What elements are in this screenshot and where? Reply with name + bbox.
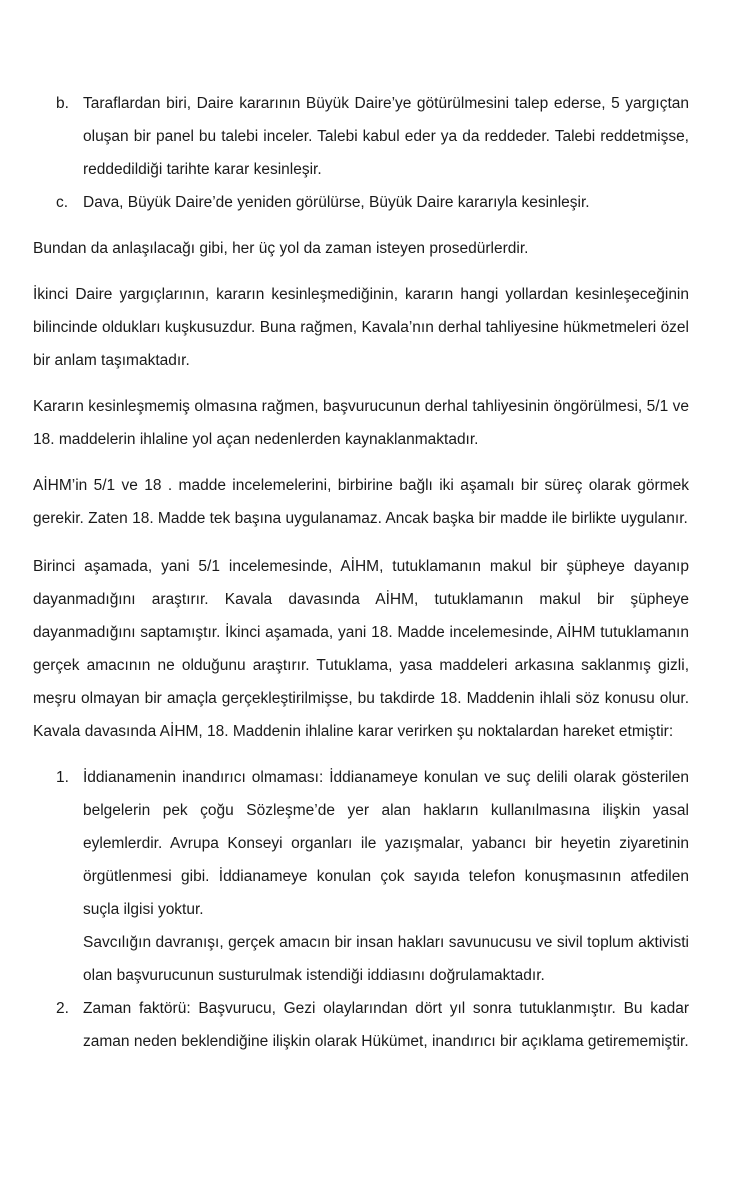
list-item-text: Dava, Büyük Daire’de yeniden görülürse, Büyük Daire kararıyla kesinleşir. [83, 194, 590, 211]
paragraph-4: AİHM’in 5/1 ve 18 . madde incelemelerini, birbirine bağlı iki aşamalı bir süreç olarak görmek gerekir. Zaten 18. Madde tek başına uygulanamaz. Ancak başka bir madde ile birlikte uygulanır. [33, 477, 689, 527]
numbered-list [33, 761, 689, 1058]
paragraph-2: İkinci Daire yargıçlarının, kararın kesinleşmediğinin, kararın hangi yollardan kesinleşeceğinin bilincinde oldukları kuşkusuzdur. Buna rağmen, Kavala’nın derhal tahliyesine hükmetmeleri özel bir anlam taşımaktadır. [33, 286, 689, 369]
numbered-item-continuation: Savcılığın davranışı, gerçek amacın bir insan hakları savunucusu ve sivil toplum aktivisti olan başvurucunun susturulmak istendiği iddiasını doğrulamaktadır. [83, 934, 689, 984]
list-item-text: Taraflardan biri, Daire kararının Büyük Daire’ye götürülmesini talep ederse, 5 yargıçtan oluşan bir panel bu talebi inceler. Talebi kabul eder ya da reddeder. Talebi reddetmişse, reddedildiği tarihte karar kesinleşir. [83, 95, 689, 178]
paragraph-1: Bundan da anlaşılacağı gibi, her üç yol da zaman isteyen prosedürlerdir. [33, 240, 529, 257]
list-item-b [33, 87, 689, 186]
paragraph-5: Birinci aşamada, yani 5/1 incelemesinde, AİHM, tutuklamanın makul bir şüpheye dayanıp dayanmadığını araştırır. Kavala davasında AİHM, tutuklamanın makul bir şüpheye dayanmadığını saptamıştır. İkinci aşamada, yani 18. Madde incelemesinde, AİHM tutuklamanın gerçek amacının ne olduğunu araştırır. Tutuklama, yasa maddeleri arkasına saklanmış gizli, meşru olmayan bir amaçla gerçekleştirilmişse, bu takdirde 18. Maddenin ihlali söz konusu olur. Kavala davasında AİHM, 18. Maddenin ihlaline karar verirken şu noktalardan hareket etmiştir: [33, 558, 689, 740]
numbered-item-text: İddianamenin inandırıcı olmaması: İddianameye konulan ve suç delili olarak gösterilen belgelerin pek çoğu Sözleşme’de yer alan hakların kullanılmasına ilişkin yasal eylemlerdir. Avrupa Konseyi organları ile yazışmalar, yabancı bir heyetin ziyaretinin örgütlenmesi gibi. İddianameye konulan çok sayıda telefon konuşmasının atfedilen suçla ilgisi yoktur. [83, 769, 689, 918]
numbered-item-text: Zaman faktörü: Başvurucu, Gezi olaylarından dört yıl sonra tutuklanmıştır. Bu kadar zaman neden beklendiğine ilişkin olarak Hükümet, inandırıcı bir açıklama getirememiştir. [83, 1000, 689, 1050]
list-marker: 1. [56, 769, 69, 786]
paragraph-3: Kararın kesinleşmemiş olmasına rağmen, başvurucunun derhal tahliyesinin öngörülmesi, 5/1 ve 18. maddelerin ihlaline yol açan nedenlerden kaynaklanmaktadır. [33, 398, 689, 448]
numbered-item-body [83, 761, 689, 992]
top-list [33, 87, 689, 219]
list-marker: b. [56, 95, 69, 112]
list-marker: 2. [56, 1000, 69, 1017]
list-item-c [33, 186, 689, 219]
numbered-item-2 [33, 992, 689, 1058]
list-marker: c. [56, 194, 69, 211]
numbered-item-1 [33, 761, 689, 992]
